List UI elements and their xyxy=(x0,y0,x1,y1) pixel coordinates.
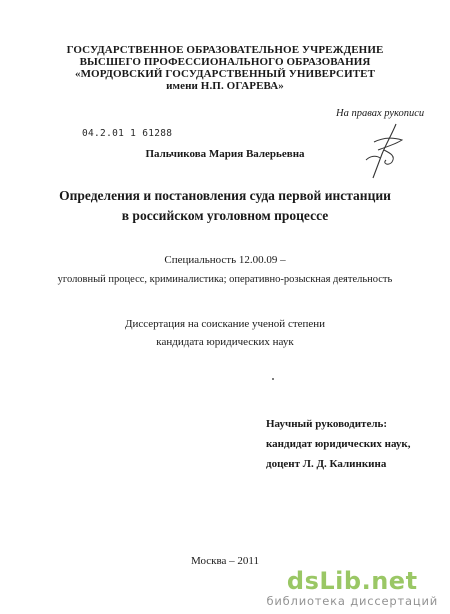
specialty-name: уголовный процесс, криминалистика; оперативно-розыскная деятельность xyxy=(57,274,393,285)
supervisor-name: доцент Л. Д. Калинкина xyxy=(266,458,387,470)
institution-line-4: имени Н.П. ОГАРЕВА» xyxy=(166,80,284,92)
specialty-code: Специальность 12.00.09 – xyxy=(164,254,286,266)
scan-speck xyxy=(272,378,274,380)
dslib-watermark xyxy=(266,569,438,608)
watermark-site: dsLib.net xyxy=(286,567,418,595)
institution-line-3: «МОРДОВСКИЙ ГОСУДАРСТВЕННЫЙ УНИВЕРСИТЕТ xyxy=(74,68,376,80)
manuscript-rights-note: На правах рукописи xyxy=(336,108,425,119)
degree-line-1: Диссертация на соискание ученой степени xyxy=(124,318,326,330)
author-name: Пальчикова Мария Валерьевна xyxy=(145,148,305,160)
degree-line-2: кандидата юридических наук xyxy=(156,336,294,348)
dissertation-title-line-2: в российском уголовном процессе xyxy=(121,208,329,223)
archive-stamp-number: 04.2.01 1 61288 xyxy=(82,128,173,139)
watermark-caption: библиотека диссертаций xyxy=(266,594,438,608)
institution-line-2: ВЫСШЕГО ПРОФЕССИОНАЛЬНОГО ОБРАЗОВАНИЯ xyxy=(79,56,371,68)
city-year: Москва – 2011 xyxy=(190,555,260,567)
dissertation-title-line-1: Определения и постановления суда первой инстанции xyxy=(59,188,391,203)
supervisor-degree: кандидат юридических наук, xyxy=(266,438,411,450)
supervisor-heading: Научный руководитель: xyxy=(266,418,387,430)
institution-line-1: ГОСУДАРСТВЕННОЕ ОБРАЗОВАТЕЛЬНОЕ УЧРЕЖДЕНИЕ xyxy=(66,44,384,56)
